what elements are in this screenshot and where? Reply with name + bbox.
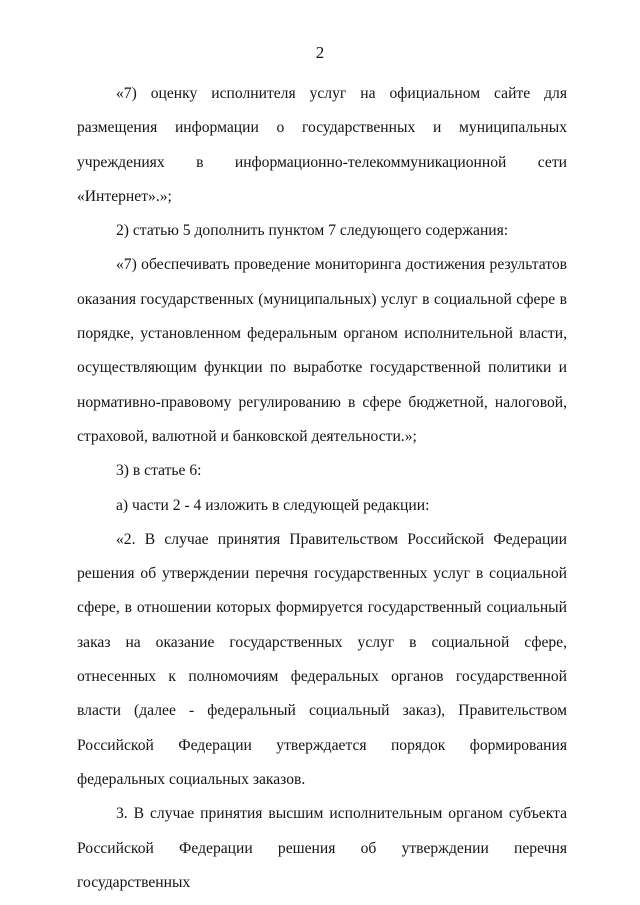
paragraph-parts-2-4: а) части 2 - 4 изложить в следующей редакции: [116, 496, 430, 514]
paragraph-part-3-line-2: Российской Федерации решения об утверждении перечня государственных [77, 839, 567, 891]
document-body [77, 77, 567, 900]
page-number: 2 [315, 43, 325, 62]
paragraph-clause-7-monitoring: «7) обеспечивать проведение мониторинга достижения результатов оказания государственных (муниципальных) услуг в социальной сфере в порядке, установленном федеральным органом исполнительной власти, осуществляющим функции по выработке государственной политики и нормативно-правовому регулированию в сфере бюджетной, налоговой, страховой, валютной и банковской деятельности.»; [77, 256, 567, 445]
paragraph-clause-7-evaluation: «7) оценку исполнителя услуг на официальном сайте для размещения информации о государственных и муниципальных учреждениях в информационно-телекоммуникационной сети «Интернет».»; [77, 85, 567, 205]
paragraph-amend-article-5: 2) статью 5 дополнить пунктом 7 следующего содержания: [116, 222, 509, 240]
paragraph-part-3-line-1: 3. В случае принятия высшим исполнительным органом субъекта [116, 805, 567, 823]
paragraph-article-6: 3) в статье 6: [116, 462, 202, 480]
paragraph-part-2: «2. В случае принятия Правительством Российской Федерации решения об утверждении перечня государственных услуг в социальной сфере, в отношении которых формируется государственный социальный заказ на оказание государственных услуг в социальной сфере, отнесенных к полномочиям федеральных органов государственной власти (далее - федеральный социальный заказ), Правительством Российской Федерации утверждается порядок формирования федеральных социальных заказов. [77, 530, 567, 788]
